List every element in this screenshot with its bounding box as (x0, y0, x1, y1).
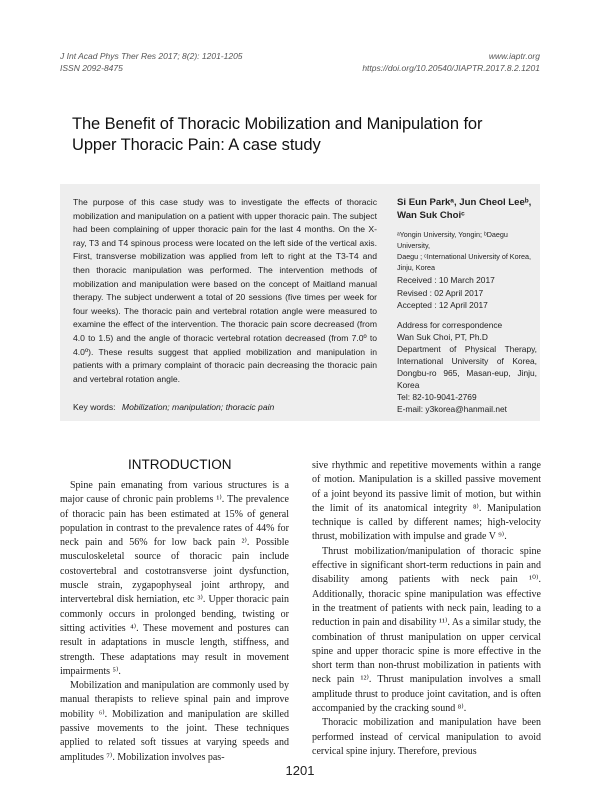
journal-header-right (362, 50, 540, 74)
keywords-label: Key words: (73, 402, 116, 412)
section-heading-introduction: INTRODUCTION (128, 457, 232, 472)
article-dates (397, 274, 537, 312)
received-date: Received : 10 March 2017 (397, 275, 495, 285)
intro-paragraph: Thoracic mobilization and manipulation have been performed instead of cervical manipulation to avoid cervical spine injury. Therefore, previous (312, 717, 541, 757)
affiliation-line1: ᵃYongin University, Yongin; ᵇDaegu University, (397, 230, 508, 250)
authors-line1: Si Eun Parkᵃ, Jun Cheol Leeᵇ, (397, 197, 532, 208)
journal-header-left (60, 50, 243, 74)
affiliation-line2: Daegu ; ᶜInternational University of Korea, (397, 252, 531, 261)
affiliation-line3: Jinju, Korea (397, 263, 435, 272)
accepted-date: Accepted : 12 April 2017 (397, 300, 488, 310)
correspondence-country: Korea (397, 380, 420, 390)
journal-issn: ISSN 2092-8475 (60, 63, 123, 73)
intro-paragraph: Thrust mobilization/manipulation of thoracic spine effective in significant short-term reductions in pain and disability among patients with neck pain ¹⁰⁾. Additionally, thoracic spine manipulation was effective in the treatment of patients with neck pain, leading to a reduction in pain and disability ¹¹⁾. As a similar study, the combination of thrust manipulation on upper cervical spine and upper thoracic spine is more effective in the short term than non-thrust mobilization in patients with neck pain ¹²⁾. Thrust manipulation involves a small amplitude thrust to produce joint cavitation, and is often accompanied by the cracking sound ⁸⁾. (312, 545, 541, 715)
keywords (73, 402, 373, 412)
authors-line2: Wan Suk Choiᶜ (397, 210, 465, 221)
article-title-line1: The Benefit of Thoracic Mobilization and Manipulation for (72, 115, 483, 133)
correspondence-department: Department of Physical Therapy, (397, 344, 537, 354)
correspondence-email[interactable]: E-mail: y3korea@hanmail.net (397, 404, 507, 414)
correspondence-university: International University of Korea, (397, 356, 537, 366)
abstract-text: The purpose of this case study was to investigate the effects of thoracic mobilization and manipulation on a patient with upper thoracic pain. The subject had been complaining of upper thoracic pain for the last 4 months. On the X-ray, T3 and T4 spinous process were located on the left side of the vertical axis. First, transverse mobilization was applied from left to right at the T3-T4 and then thoracic manipulation was performed. The intervention methods of mobilization and manipulation were based on the concept of Maitland manual therapy. The subject underwent a total of 20 sessions (five times per week for four weeks). The thoracic pain and vertebral rotation angle were measured to examine the effect of the intervention. The thoracic pain score decreased (from 4.0 to 1.5) and the angle of thoracic vertebral rotation decreased (from 7.0º to 4.0º). These results suggest that applied mobilization and manipulation in patients with a primary complaint of thoracic pain decreasing the thoracic pain and vertebral rotation angle. (73, 197, 377, 384)
correspondence-block (397, 319, 537, 415)
author-list (397, 196, 537, 222)
intro-paragraph: Mobilization and manipulation are commonly used by manual therapists to relieve spinal pain and improve mobility ⁶⁾. Mobilization and manipulation are skilled passive movements to the joint. These techniques applied to related soft tissues at varying speeds and amplitudes ⁷⁾. Mobilization involves pas- (60, 680, 289, 763)
correspondence-name: Wan Suk Choi, PT, Ph.D (397, 332, 488, 342)
keywords-values: Mobilization; manipulation; thoracic pain (121, 402, 275, 412)
revised-date: Revised : 02 April 2017 (397, 287, 484, 298)
article-title (72, 114, 542, 156)
correspondence-phone: Tel: 82-10-9041-2769 (397, 392, 477, 402)
correspondence-label: Address for correspondence (397, 320, 503, 330)
intro-paragraph: Spine pain emanating from various structures is a major cause of chronic pain problems ¹⁾. The prevalence of thoracic pain has been estimated at 15% of general population in contrast to the prevalence rates of 44% for neck pain and 56% for low back pain ²⁾. Possible musculoskeletal source of thoracic pain include costovertebral and costotransverse joint dysfunction, muscle strain, zygapophyseal joint arthropy, and intervertebral disk herniation, etc ³⁾. Upper thoracic pain commonly occurs in prolonged bending, twisting or sitting activities ⁴⁾. These movement and postures can result in adaptations in muscle length, stiffness, and strength. These adaptations may result in movement impairments ⁵⁾. (60, 480, 289, 677)
author-affiliations (397, 229, 537, 273)
journal-doi[interactable]: https://doi.org/10.20540/JIAPTR.2017.8.2.1201 (362, 63, 540, 73)
article-title-line2: Upper Thoracic Pain: A case study (72, 136, 321, 154)
journal-citation: J Int Acad Phys Ther Res 2017; 8(2): 1201-1205 (60, 51, 243, 61)
journal-website[interactable]: www.iaptr.org (488, 51, 540, 61)
body-column-right (312, 459, 541, 759)
page-number: 1201 (285, 763, 315, 778)
intro-paragraph: sive rhythmic and repetitive movements within a range of motion. Manipulation is a skilled passive movement of a joint beyond its passive limit of motion, but within the limit of its anatomical integrity ⁸⁾. Manipulation technique is called by different names; high-velocity thrust, mobilization with impulse and grade V ⁹⁾. (312, 460, 541, 543)
body-column-left (60, 479, 289, 765)
correspondence-address: Dongbu-ro 965, Masan-eup, Jinju, (397, 368, 537, 378)
